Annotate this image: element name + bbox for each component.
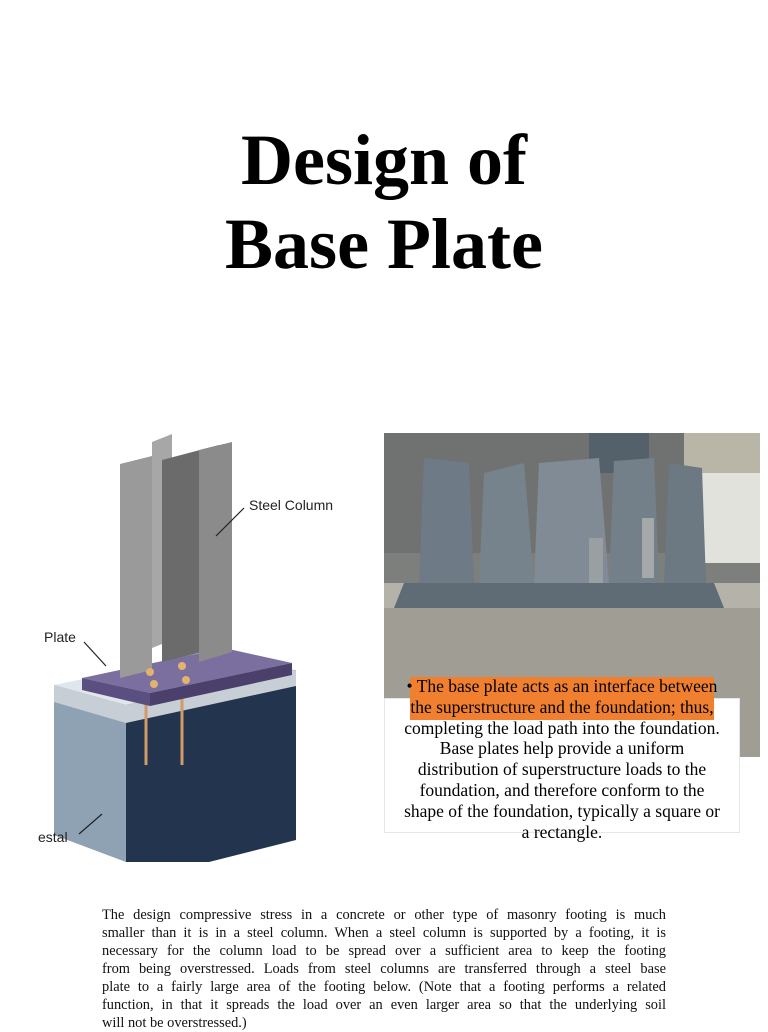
paragraph-line-5: plate to a fairly large area of the footing below. (Note that a footing performs a related (102, 979, 666, 995)
body-paragraph (102, 906, 666, 1032)
plate-leader (84, 642, 106, 666)
base-plate-diagram (34, 430, 364, 870)
label-plate: Plate (44, 629, 76, 645)
bolt-3 (150, 680, 158, 688)
paragraph-line-4: from being overstressed. Loads from steel columns are transferred through a steel base (102, 961, 666, 977)
bolt-4 (182, 676, 190, 684)
anchor-nut-2 (642, 518, 654, 578)
caption-body: The base plate acts as an interface between the superstructure and the foundation; thus, completing the load path into the foundation. Base plates help provide a uniform distribution of superstructure loads to the foundation, and therefore conform to the shape of the foundation, typically a square or a rectangle. (404, 676, 720, 842)
label-pedestal: estal (38, 829, 68, 845)
title-line-1: Design of (241, 120, 527, 200)
caption-bullet: • (406, 676, 413, 696)
caption-text (404, 676, 720, 842)
diagram-svg (34, 430, 364, 870)
bolt-1 (146, 668, 154, 676)
column-flange-front (199, 442, 232, 662)
paragraph-line-3: necessary for the column load to be spread over a sufficient area to keep the footing (102, 943, 666, 959)
label-steel-column: Steel Column (249, 497, 334, 513)
paragraph-line-6: function, in that it spreads the load over an even larger area so that the underlying soil (102, 997, 666, 1013)
bolt-2 (178, 662, 186, 670)
page-title (0, 118, 768, 286)
column-flange-left (120, 456, 152, 678)
anchor-nut-1 (589, 538, 603, 583)
plate-photo (394, 583, 724, 608)
paragraph-line-1: The design compressive stress in a concrete or other type of masonry footing is much (102, 907, 666, 923)
paragraph-line-7: will not be overstressed.) (102, 1015, 247, 1031)
title-line-2: Base Plate (225, 204, 543, 284)
paragraph-line-2: smaller than it is in a steel column. When a steel column is supported by a footing, it is (102, 925, 666, 941)
gusset-5 (664, 463, 706, 583)
gusset-1 (419, 458, 474, 583)
